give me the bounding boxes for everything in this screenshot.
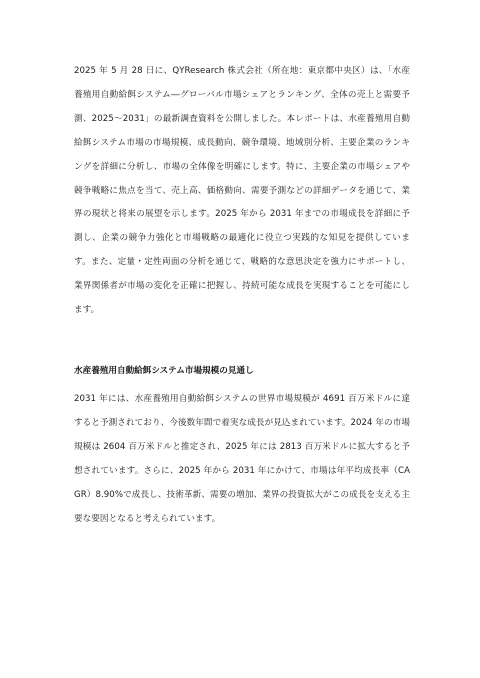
market-outlook-paragraph: 2031 年には、水産養殖用自動給餌システムの世界市場規模が 4691 百万米ドルに達すると予測されており、今後数年間で着実な成長が見込まれています。2024 年の市場規模は 2604 百万米ドルと推定され、2025 年には 2813 百万米ドルに拡大すると予想されています。さらに、2025 年から 2031 年にかけて、市場は年平均成長率（CAGR）8.90%で成長し、技術革新、需要の増加、業界の投資拡大がこの成長を支える主要な要因となると考えられています。: [74, 393, 410, 524]
intro-paragraph: 2025 年 5 月 28 日に、QYResearch 株式会社（所在地：東京都中央区）は、「水産養殖用自動給餌システム―グローバル市場シェアとランキング、全体の売上と需要予測、2025～2031」の最新調査資料を公開しました。本レポートは、水産養殖用自動給餌システム市場の市場規模、成長動向、競争環境、地域別分析、主要企業のランキングを詳細に分析し、市場の全体像を明確にします。特に、主要企業の市場シェアや競争戦略に焦点を当て、売上高、価格動向、需要予測などの詳細データを通じて、業界の現状と将来の展望を示します。2025 年から 2031 年までの市場成長を詳細に予測し、企業の競争力強化と市場戦略の最適化に役立つ実践的な知見を提供しています。また、定量・定性両面の分析を通じて、戦略的な意思決定を強力にサポートし、業界関係者が市場の変化を正確に把握し、持続可能な成長を実現することを可能にします。: [74, 66, 410, 316]
document-page: [74, 60, 410, 531]
section-heading: 水産養殖用自動給餌システム市場規模の見通し: [74, 365, 254, 376]
